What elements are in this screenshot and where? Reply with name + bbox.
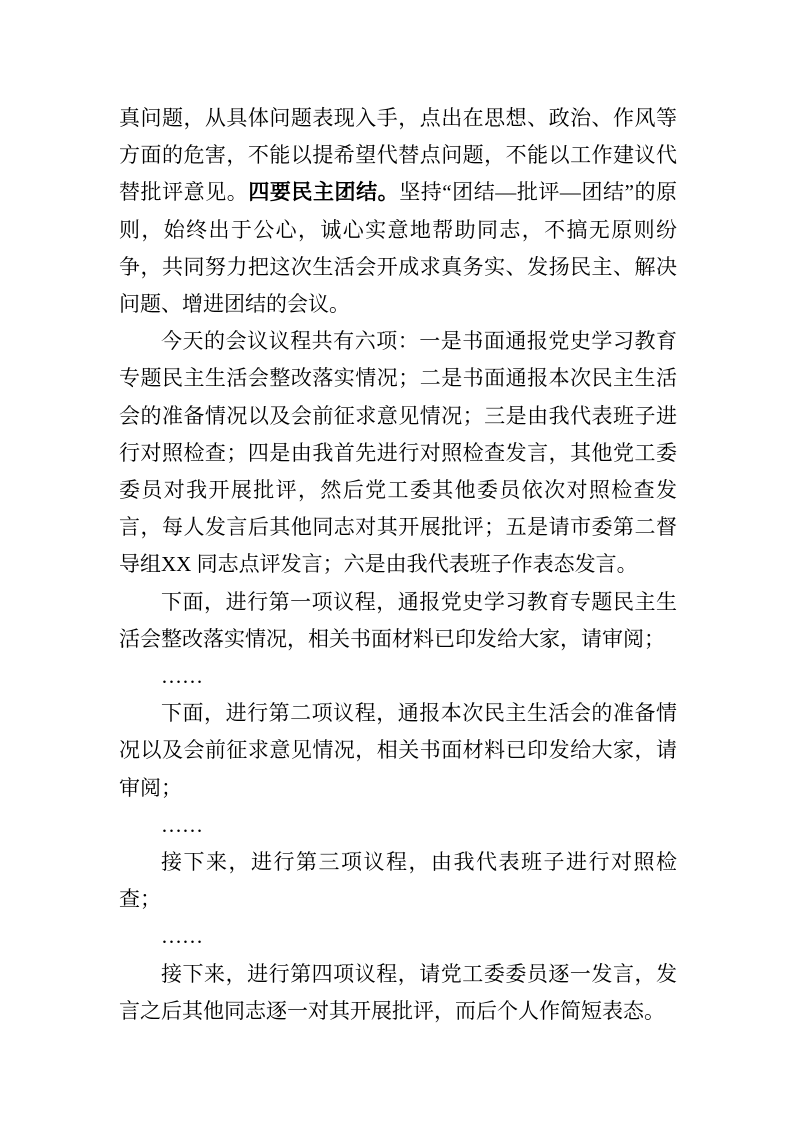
- ellipsis-line-1: ……: [161, 664, 203, 689]
- paragraph-agenda-item-2: 下面，进行第二项议程，通报本次民主生活会的准备情况以及会前征求意见情况，相关书面材料已印发给大家，请审阅；: [119, 701, 677, 800]
- paragraph-criticism-requirements: [119, 100, 677, 323]
- paragraph-run-pre-bold: 真问题，从具体问题表现入手，点出在思想、政治、作风等方面的危害，不能以提希望代替点问题，不能以工作建议代替批评意见。: [119, 106, 677, 205]
- paragraph-run-post-bold: 坚持“团结—批评—团结”的原则，始终出于公心，诚心实意地帮助同志，不搞无原则纷争，共同努力把这次生活会开成求真务实、发扬民主、解决问题、增进团结的会议。: [119, 180, 678, 317]
- paragraph-meeting-agenda: 今天的会议议程共有六项：一是书面通报党史学习教育专题民主生活会整改落实情况；二是书面通报本次民主生活会的准备情况以及会前征求意见情况；三是由我代表班子进行对照检查；四是由我首先进行对照检查发言，其他党工委委员对我开展批评，然后党工委其他委员依次对照检查发言，每人发言后其他同志对其开展批评；五是请市委第二督导组XX 同志点评发言；六是由我代表班子作表态发言。: [119, 329, 677, 577]
- paragraph-agenda-item-1: 下面，进行第一项议程，通报党史学习教育专题民主生活会整改落实情况，相关书面材料已印发给大家，请审阅；: [119, 589, 677, 651]
- paragraph-agenda-item-3: 接下来，进行第三项议程，由我代表班子进行对照检查；: [119, 850, 677, 912]
- ellipsis-line-2: ……: [161, 812, 203, 837]
- paragraph-agenda-item-4: 接下来，进行第四项议程，请党工委委员逐一发言，发言之后其他同志逐一对其开展批评，而后个人作简短表态。: [119, 961, 677, 1023]
- document-text-block: [119, 100, 677, 1030]
- paragraph-run-bold-heading: 四要民主团结。: [248, 180, 400, 205]
- ellipsis-line-3: ……: [161, 924, 203, 949]
